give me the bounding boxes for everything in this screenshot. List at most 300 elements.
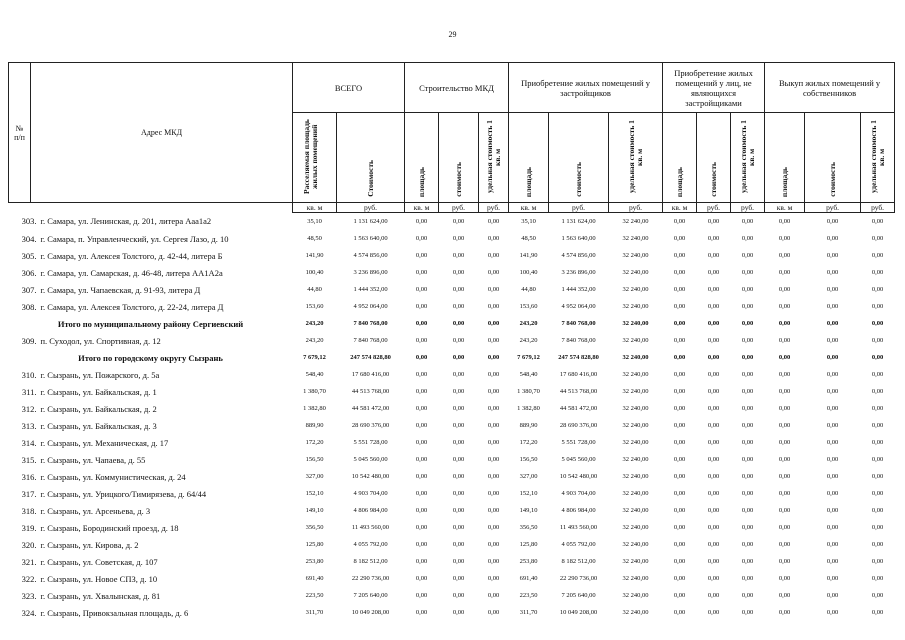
value-cell: 0,00 [415, 507, 428, 514]
value-cell: 0,00 [778, 320, 791, 327]
table-row [9, 264, 895, 281]
value-cell: 1 563 640,00 [561, 235, 596, 242]
value-cell: 0,00 [487, 575, 500, 582]
value-cell: 0,00 [415, 456, 428, 463]
row-number: 304. [21, 233, 37, 244]
value-cell: 0,00 [707, 490, 720, 497]
address-text: г. Сызрань, ул. Пожарского, д. 5а [40, 369, 160, 380]
value-cell: 0,00 [871, 218, 884, 225]
group-developer-purchase-header: Приобретение жилых помещений у застройщиков [509, 63, 663, 113]
value-cell: 0,00 [673, 269, 686, 276]
value-cell: 0,00 [487, 558, 500, 565]
table-row [9, 213, 895, 231]
value-cell: 0,00 [741, 609, 754, 616]
table-row [9, 247, 895, 264]
value-cell: 0,00 [487, 405, 500, 412]
col-header-total-cost: Стоимость [337, 113, 405, 203]
value-cell: 0,00 [741, 507, 754, 514]
value-cell: 1 382,80 [517, 405, 540, 412]
page-number: 29 [448, 30, 457, 39]
value-cell: 0,00 [487, 473, 500, 480]
units-row [9, 203, 895, 213]
value-cell: 243,20 [305, 337, 324, 344]
value-cell: 17 680 416,00 [559, 371, 598, 378]
value-cell: 0,00 [778, 541, 791, 548]
value-cell: 0,00 [778, 252, 791, 259]
value-cell: 0,00 [826, 286, 839, 293]
value-cell: 0,00 [452, 439, 465, 446]
value-cell: 156,50 [305, 456, 324, 463]
value-cell: 0,00 [871, 269, 884, 276]
address-cell [9, 315, 293, 332]
value-cell: 153,60 [519, 303, 538, 310]
value-cell: 48,50 [521, 235, 536, 242]
value-cell: 0,00 [871, 439, 884, 446]
value-cell: 0,00 [415, 524, 428, 531]
value-cell: 0,00 [826, 439, 839, 446]
value-cell: 0,00 [673, 558, 686, 565]
address-text: г. Сызрань, Бородинский проезд, д. 18 [40, 522, 179, 533]
value-cell: 0,00 [452, 541, 465, 548]
value-cell: 0,00 [826, 456, 839, 463]
address-cell [9, 281, 293, 298]
table-row [9, 298, 895, 315]
value-cell: 0,00 [871, 354, 884, 361]
value-cell: 0,00 [487, 541, 500, 548]
table-row [9, 383, 895, 400]
value-cell: 0,00 [778, 473, 791, 480]
value-cell: 0,00 [707, 405, 720, 412]
value-cell: 311,70 [305, 609, 324, 616]
value-cell: 0,00 [778, 286, 791, 293]
value-cell: 243,20 [519, 320, 538, 327]
value-cell: 22 290 736,00 [559, 575, 598, 582]
group-construction-header: Строительство МКД [405, 63, 509, 113]
row-number: 321. [21, 556, 37, 567]
value-cell: 0,00 [871, 422, 884, 429]
value-cell: 0,00 [707, 473, 720, 480]
value-cell: 32 240,00 [622, 388, 649, 395]
value-cell: 548,40 [305, 371, 324, 378]
value-cell: 0,00 [673, 507, 686, 514]
value-cell: 247 574 828,80 [350, 354, 391, 361]
group-buyout-header: Выкуп жилых помещений у собственников [765, 63, 895, 113]
value-cell: 1 444 352,00 [561, 286, 596, 293]
value-cell: 0,00 [415, 337, 428, 344]
value-cell: 7 840 768,00 [561, 337, 596, 344]
value-cell: 0,00 [673, 235, 686, 242]
value-cell: 172,20 [519, 439, 538, 446]
col-header-buyout-cost: стоимость [805, 113, 861, 203]
value-cell: 0,00 [452, 337, 465, 344]
address-cell [9, 332, 293, 349]
col-header-build-cost: стоимость [439, 113, 479, 203]
value-cell: 4 806 984,00 [561, 507, 596, 514]
value-cell: 48,50 [307, 235, 322, 242]
value-cell: 32 240,00 [622, 286, 649, 293]
value-cell: 0,00 [826, 609, 839, 616]
value-cell: 32 240,00 [622, 218, 649, 225]
value-cell: 0,00 [673, 439, 686, 446]
value-cell: 0,00 [673, 473, 686, 480]
table-row [9, 434, 895, 451]
value-cell: 0,00 [778, 337, 791, 344]
value-cell: 0,00 [871, 252, 884, 259]
value-cell: 32 240,00 [622, 575, 649, 582]
value-cell: 32 240,00 [622, 320, 649, 327]
value-cell: 223,50 [519, 592, 538, 599]
value-cell: 0,00 [871, 388, 884, 395]
address-text: г. Сызрань, ул. Чапаева, д. 55 [40, 454, 146, 465]
unit-cell: руб. [805, 203, 861, 213]
value-cell: 0,00 [741, 354, 754, 361]
value-cell: 7 205 640,00 [561, 592, 596, 599]
row-number: 324. [21, 607, 37, 618]
value-cell: 0,00 [673, 592, 686, 599]
value-cell: 5 551 728,00 [561, 439, 596, 446]
value-cell: 0,00 [487, 609, 500, 616]
address-cell [9, 366, 293, 383]
value-cell: 0,00 [826, 541, 839, 548]
value-cell: 0,00 [741, 558, 754, 565]
table-row [9, 502, 895, 519]
row-number: 316. [21, 471, 37, 482]
value-cell: 0,00 [415, 252, 428, 259]
address-cell [9, 502, 293, 519]
value-cell: 3 236 896,00 [561, 269, 596, 276]
address-cell [9, 434, 293, 451]
value-cell: 1 131 624,00 [353, 218, 388, 225]
value-cell: 0,00 [487, 354, 500, 361]
value-cell: 0,00 [871, 592, 884, 599]
address-text: г. Сызрань, ул. Арсеньева, д. 3 [40, 505, 151, 516]
value-cell: 0,00 [741, 320, 754, 327]
subtotal-row [9, 349, 895, 366]
value-cell: 4 952 064,00 [561, 303, 596, 310]
value-cell: 0,00 [487, 337, 500, 344]
value-cell: 0,00 [871, 490, 884, 497]
value-cell: 0,00 [707, 235, 720, 242]
table-row [9, 485, 895, 502]
group-nondeveloper-purchase-header: Приобретение жилых помещений у лиц, не являющихся застройщиками [663, 63, 765, 113]
value-cell: 32 240,00 [622, 609, 649, 616]
value-cell: 0,00 [741, 252, 754, 259]
address-text: г. Самара, ул. Алексея Толстого, д. 42-44, литера Б [40, 250, 223, 261]
value-cell: 0,00 [826, 252, 839, 259]
value-cell: 0,00 [707, 456, 720, 463]
value-cell: 0,00 [778, 218, 791, 225]
value-cell: 0,00 [741, 439, 754, 446]
address-cell [9, 553, 293, 570]
value-cell: 548,40 [519, 371, 538, 378]
value-cell: 100,40 [305, 269, 324, 276]
value-cell: 0,00 [871, 235, 884, 242]
address-cell [9, 485, 293, 502]
value-cell: 32 240,00 [622, 269, 649, 276]
address-cell [9, 213, 293, 231]
value-cell: 1 380,70 [303, 388, 326, 395]
address-cell [9, 417, 293, 434]
value-cell: 100,40 [519, 269, 538, 276]
value-cell: 0,00 [452, 388, 465, 395]
value-cell: 0,00 [826, 354, 839, 361]
address-text: г. Сызрань, ул. Байкальская, д. 1 [40, 386, 157, 397]
value-cell: 7 840 768,00 [561, 320, 596, 327]
address-text: г. Самара, ул. Чапаевская, д. 91-93, литера Д [40, 284, 201, 295]
unit-cell: руб. [549, 203, 609, 213]
value-cell: 0,00 [741, 575, 754, 582]
value-cell: 356,50 [305, 524, 324, 531]
row-number: 320. [21, 539, 37, 550]
value-cell: 0,00 [452, 592, 465, 599]
unit-cell: руб. [337, 203, 405, 213]
value-cell: 0,00 [778, 354, 791, 361]
table-row [9, 281, 895, 298]
value-cell: 0,00 [487, 286, 500, 293]
address-text: п. Суходол, ул. Спортивная, д. 12 [40, 335, 161, 346]
value-cell: 0,00 [487, 524, 500, 531]
address-text: г. Сызрань, ул. Кирова, д. 2 [40, 539, 139, 550]
address-cell [9, 230, 293, 247]
value-cell: 0,00 [415, 286, 428, 293]
table-row [9, 366, 895, 383]
value-cell: 125,80 [305, 541, 324, 548]
value-cell: 0,00 [673, 609, 686, 616]
table-row [9, 553, 895, 570]
value-cell: 0,00 [778, 405, 791, 412]
value-cell: 0,00 [487, 490, 500, 497]
value-cell: 32 240,00 [622, 422, 649, 429]
value-cell: 0,00 [741, 473, 754, 480]
value-cell: 0,00 [452, 235, 465, 242]
value-cell: 10 542 480,00 [351, 473, 390, 480]
value-cell: 156,50 [519, 456, 538, 463]
value-cell: 0,00 [741, 269, 754, 276]
value-cell: 243,20 [305, 320, 324, 327]
value-cell: 7 679,12 [517, 354, 540, 361]
value-cell: 7 840 768,00 [353, 320, 388, 327]
row-number: 323. [21, 590, 37, 601]
value-cell: 149,10 [305, 507, 324, 514]
value-cell: 0,00 [871, 405, 884, 412]
value-cell: 0,00 [741, 235, 754, 242]
address-cell [9, 349, 293, 366]
value-cell: 0,00 [778, 490, 791, 497]
value-cell: 149,10 [519, 507, 538, 514]
value-cell: 44 581 472,00 [559, 405, 598, 412]
value-cell: 32 240,00 [622, 524, 649, 531]
unit-cell: кв. м [765, 203, 805, 213]
value-cell: 4 806 984,00 [353, 507, 388, 514]
row-number: 311. [21, 386, 37, 397]
table-row [9, 468, 895, 485]
value-cell: 0,00 [741, 405, 754, 412]
value-cell: 0,00 [452, 286, 465, 293]
value-cell: 0,00 [871, 541, 884, 548]
table-body [9, 213, 895, 622]
value-cell: 32 240,00 [622, 371, 649, 378]
value-cell: 0,00 [707, 592, 720, 599]
value-cell: 889,90 [305, 422, 324, 429]
value-cell: 0,00 [415, 422, 428, 429]
table-row [9, 417, 895, 434]
value-cell: 152,10 [305, 490, 324, 497]
value-cell: 0,00 [415, 575, 428, 582]
value-cell: 0,00 [673, 252, 686, 259]
value-cell: 0,00 [452, 473, 465, 480]
value-cell: 0,00 [826, 575, 839, 582]
value-cell: 44 581 472,00 [351, 405, 390, 412]
value-cell: 0,00 [778, 269, 791, 276]
unit-cell: руб. [697, 203, 731, 213]
address-cell [9, 519, 293, 536]
value-cell: 0,00 [871, 320, 884, 327]
value-cell: 0,00 [826, 337, 839, 344]
row-number: 310. [21, 369, 37, 380]
row-number: 309. [21, 335, 37, 346]
address-text: г. Сызрань, ул. Хвалынская, д. 81 [40, 590, 161, 601]
table-row [9, 519, 895, 536]
value-cell: 0,00 [415, 490, 428, 497]
value-cell: 32 240,00 [622, 490, 649, 497]
value-cell: 0,00 [487, 252, 500, 259]
value-cell: 32 240,00 [622, 252, 649, 259]
value-cell: 5 045 560,00 [561, 456, 596, 463]
value-cell: 0,00 [452, 371, 465, 378]
row-number: 306. [21, 267, 37, 278]
value-cell: 0,00 [673, 337, 686, 344]
value-cell: 0,00 [415, 541, 428, 548]
value-cell: 141,90 [305, 252, 324, 259]
value-cell: 0,00 [826, 507, 839, 514]
value-cell: 1 563 640,00 [353, 235, 388, 242]
value-cell: 0,00 [673, 286, 686, 293]
value-cell: 0,00 [415, 371, 428, 378]
value-cell: 35,10 [521, 218, 536, 225]
value-cell: 0,00 [452, 507, 465, 514]
value-cell: 0,00 [778, 507, 791, 514]
value-cell: 4 903 704,00 [353, 490, 388, 497]
value-cell: 0,00 [673, 388, 686, 395]
value-cell: 0,00 [415, 405, 428, 412]
value-cell: 0,00 [487, 303, 500, 310]
value-cell: 311,70 [519, 609, 538, 616]
value-cell: 0,00 [871, 303, 884, 310]
value-cell: 0,00 [673, 320, 686, 327]
value-cell: 0,00 [871, 473, 884, 480]
value-cell: 0,00 [673, 575, 686, 582]
col-header-nondev-cost: стоимость [697, 113, 731, 203]
value-cell: 0,00 [487, 439, 500, 446]
value-cell: 0,00 [707, 320, 720, 327]
value-cell: 1 131 624,00 [561, 218, 596, 225]
value-cell: 11 493 560,00 [559, 524, 598, 531]
col-header-buyout-area: площадь [765, 113, 805, 203]
address-cell [9, 468, 293, 485]
table-row [9, 230, 895, 247]
value-cell: 32 240,00 [622, 405, 649, 412]
unit-cell: кв. м [509, 203, 549, 213]
value-cell: 0,00 [707, 575, 720, 582]
value-cell: 0,00 [741, 371, 754, 378]
value-cell: 10 049 208,00 [559, 609, 598, 616]
value-cell: 152,10 [519, 490, 538, 497]
value-cell: 0,00 [741, 490, 754, 497]
value-cell: 0,00 [741, 303, 754, 310]
value-cell: 0,00 [778, 609, 791, 616]
value-cell: 0,00 [741, 337, 754, 344]
value-cell: 0,00 [707, 269, 720, 276]
address-header: Адрес МКД [31, 63, 293, 203]
value-cell: 32 240,00 [622, 558, 649, 565]
value-cell: 141,90 [519, 252, 538, 259]
value-cell: 4 574 856,00 [353, 252, 388, 259]
value-cell: 0,00 [707, 558, 720, 565]
address-cell [9, 264, 293, 281]
value-cell: 4 903 704,00 [561, 490, 596, 497]
value-cell: 0,00 [415, 269, 428, 276]
value-cell: 44 513 768,00 [559, 388, 598, 395]
value-cell: 0,00 [871, 371, 884, 378]
value-cell: 0,00 [741, 388, 754, 395]
table-row [9, 332, 895, 349]
row-number: 307. [21, 284, 37, 295]
value-cell: 0,00 [778, 575, 791, 582]
unit-cell: кв. м [405, 203, 439, 213]
value-cell: 0,00 [871, 286, 884, 293]
value-cell: 0,00 [487, 269, 500, 276]
value-cell: 0,00 [741, 422, 754, 429]
unit-cell: руб. [609, 203, 663, 213]
row-number: 305. [21, 250, 37, 261]
value-cell: 0,00 [415, 218, 428, 225]
value-cell: 327,00 [519, 473, 538, 480]
table-row [9, 400, 895, 417]
value-cell: 0,00 [826, 218, 839, 225]
address-text: г. Сызрань, ул. Новое СПЗ, д. 10 [40, 573, 158, 584]
row-number: 322. [21, 573, 37, 584]
value-cell: 0,00 [673, 303, 686, 310]
value-cell: 0,00 [415, 558, 428, 565]
value-cell: 247 574 828,80 [558, 354, 599, 361]
value-cell: 0,00 [741, 286, 754, 293]
col-header-buyout-unit: удельная стоимость 1 кв. м [861, 113, 895, 203]
value-cell: 0,00 [452, 456, 465, 463]
value-cell: 0,00 [778, 456, 791, 463]
value-cell: 0,00 [707, 541, 720, 548]
value-cell: 0,00 [826, 371, 839, 378]
value-cell: 0,00 [415, 473, 428, 480]
unit-cell: кв. м [293, 203, 337, 213]
value-cell: 32 240,00 [622, 235, 649, 242]
value-cell: 691,40 [305, 575, 324, 582]
value-cell: 0,00 [707, 439, 720, 446]
address-cell [9, 400, 293, 417]
value-cell: 0,00 [741, 524, 754, 531]
value-cell: 0,00 [826, 303, 839, 310]
value-cell: 32 240,00 [622, 456, 649, 463]
value-cell: 0,00 [673, 371, 686, 378]
unit-cell: кв. м [663, 203, 697, 213]
col-header-nondev-unit: удельная стоимость 1 кв. м [731, 113, 765, 203]
value-cell: 0,00 [707, 388, 720, 395]
value-cell: 8 182 512,00 [561, 558, 596, 565]
value-cell: 0,00 [673, 422, 686, 429]
value-cell: 0,00 [707, 422, 720, 429]
value-cell: 0,00 [826, 405, 839, 412]
value-cell: 0,00 [487, 422, 500, 429]
value-cell: 0,00 [487, 388, 500, 395]
